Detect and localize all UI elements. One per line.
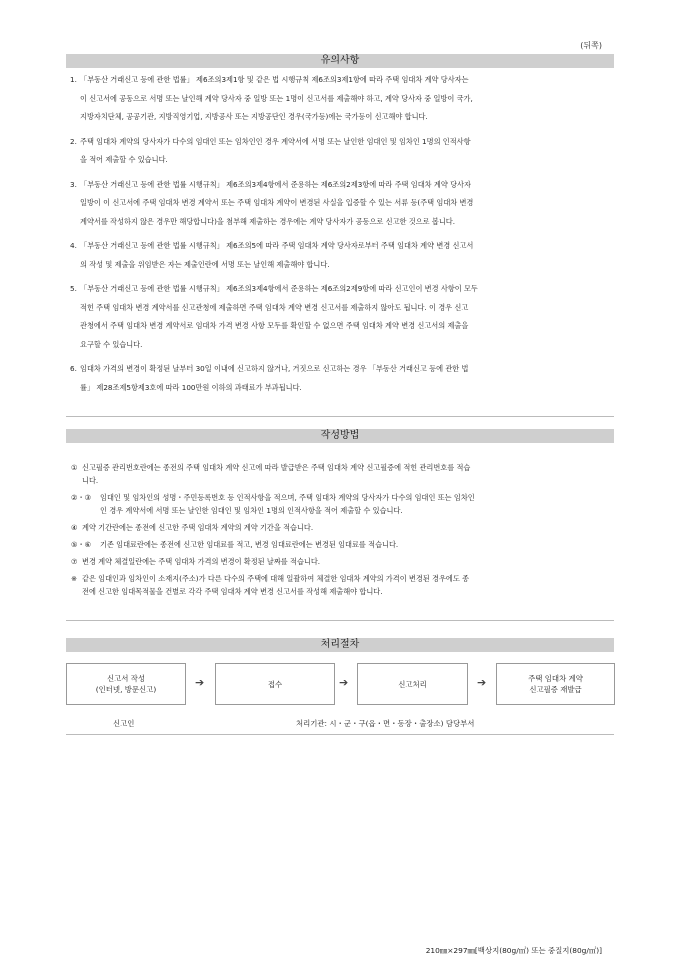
method-item-4 xyxy=(66,538,614,551)
note-line: 을 적어 제출할 수 있습니다. xyxy=(80,155,168,164)
note-item-5 xyxy=(66,280,614,354)
note-item-4 xyxy=(66,237,614,274)
note-number: 1. xyxy=(70,75,77,84)
step-sublabel: 신고필증 재발급 xyxy=(529,685,582,694)
note-line: 「부동산 거래신고 등에 관한 법률 시행규칙」 제6조의3제4항에서 준용하는 제6조의2제3항에 따라 주택 임대차 계약 당사자 xyxy=(80,179,471,189)
note-line: 요구할 수 있습니다. xyxy=(80,339,143,349)
procedure-flow xyxy=(66,663,614,705)
method-marker: ②・③ xyxy=(71,493,92,502)
method-marker: ※ xyxy=(71,574,78,583)
method-marker: ⑦ xyxy=(71,557,78,566)
note-item-3 xyxy=(66,176,614,232)
note-line: 률」 제28조제5항제3호에 따라 100만원 이하의 과태료가 부과됩니다. xyxy=(80,382,302,392)
method-item-6 xyxy=(66,572,614,598)
method-line: 니다. xyxy=(82,476,99,485)
step-box-receipt xyxy=(215,663,335,705)
note-number: 4. xyxy=(70,241,77,250)
note-item-6 xyxy=(66,360,614,397)
method-item-3 xyxy=(66,521,614,534)
note-number: 6. xyxy=(70,364,77,373)
step-label: 주택 임대차 계약 xyxy=(528,674,583,683)
method-line: 임대인 및 임차인의 성명・주민등록번호 등 인적사항을 적으며, 주택 임대차 계약의 당사자가 다수의 임대인 또는 임차인 xyxy=(100,493,475,502)
method-line: 전에 신고한 임대목적물을 건별로 각각 주택 임대차 계약 변경 신고서를 작성해 제출해야 합니다. xyxy=(82,587,383,596)
method-marker: ① xyxy=(71,463,78,472)
note-item-2 xyxy=(66,133,614,170)
method-marker: ⑤・⑥ xyxy=(71,540,92,549)
note-line: 임대차 가격의 변경이 확정된 날부터 30일 이내에 신고하지 않거나, 거짓으로 신고하는 경우 「부동산 거래신고 등에 관한 법 xyxy=(80,364,469,373)
method-title: 작성방법 xyxy=(66,429,614,443)
method-line: 계약 기간란에는 종전에 신고한 주택 임대차 계약의 계약 기간을 적습니다. xyxy=(82,523,314,532)
note-number: 3. xyxy=(70,179,77,189)
step-box-write xyxy=(66,663,186,705)
method-line: 인 경우 계약서에 서명 또는 날인한 임대인 및 임차인 1명의 인적사항을 적어 제출할 수 있습니다. xyxy=(100,506,403,515)
note-line: 계약서를 작성하지 않은 경우만 해당합니다)을 첨부해 제출하는 경우에는 계약 당사자가 공동으로 신고한 것으로 봅니다. xyxy=(80,216,456,226)
note-line: 의 작성 및 제출을 위임받은 자는 제출인란에 서명 또는 날인해 제출해야 합니다. xyxy=(80,259,330,269)
declarant-label: 신고인 xyxy=(113,719,135,728)
divider xyxy=(66,620,614,621)
step-label: 신고서 작성 xyxy=(106,674,146,683)
step-label: 신고처리 xyxy=(398,679,427,689)
note-line: 관청에서 주택 임대차 변경 계약서로 임대차 가격 변경 사항 모두를 확인할 수 없으면 주택 임대차 계약 변경 신고서의 제출을 xyxy=(80,321,469,330)
step-box-process xyxy=(357,663,468,705)
method-line: 기존 임대료란에는 종전에 신고한 임대료를 적고, 변경 임대료란에는 변경된 임대료를 적습니다. xyxy=(100,540,399,549)
note-line: 지방자치단체, 공공기관, 지방직영기업, 지방공사 또는 지방공단인 경우(국가등)에는 국가등이 신고해야 합니다. xyxy=(80,112,428,121)
procedure-title: 처리절차 xyxy=(66,638,614,652)
note-line: 「부동산 거래신고 등에 관한 법률 시행규칙」 제6조의3제4항에서 준용하는 제6조의2제9항에 따라 신고인이 변경 사항이 모두 xyxy=(80,284,478,293)
page-side-label: (뒤쪽) xyxy=(580,41,602,50)
step-sublabel: (인터넷, 방문신고) xyxy=(95,685,157,694)
arrow-right-icon: ➔ xyxy=(195,676,205,689)
note-line: 일방이 이 신고서에 주택 임대차 변경 계약서 또는 주택 임대차 계약이 변경된 사실을 입증할 수 있는 서류 등(주택 임대차 변경 xyxy=(80,198,474,207)
divider xyxy=(66,416,614,417)
step-label: 접수 xyxy=(267,679,283,689)
note-line: 이 신고서에 공동으로 서명 또는 날인해 계약 당사자 중 일방 또는 1명이 신고서를 제출해야 하고, 계약 당사자 중 일방이 국가, xyxy=(80,93,473,103)
note-item-1 xyxy=(66,71,614,127)
notes-title: 유의사항 xyxy=(66,54,614,68)
method-line: 신고필증 관리번호란에는 종전의 주택 임대차 계약 신고에 따라 발급받은 주택 임대차 계약 신고필증에 적힌 관리번호를 적습 xyxy=(82,463,471,472)
method-line: 같은 임대인과 임차인이 소재지(주소)가 다른 다수의 주택에 대해 일괄하여 체결한 임대차 계약의 가격이 변경된 경우에도 종 xyxy=(82,574,470,583)
method-line: 변경 계약 체결일란에는 주택 임대차 가격의 변경이 확정된 날짜를 적습니다. xyxy=(82,557,321,566)
method-item-1 xyxy=(66,461,614,487)
arrow-right-icon: ➔ xyxy=(339,676,349,689)
agency-label: 처리기관: 시・군・구(읍・면・동장・출장소) 담당부서 xyxy=(296,719,475,728)
note-line: 주택 임대차 계약의 당사자가 다수의 임대인 또는 임차인인 경우 계약서에 서명 또는 날인한 임대인 및 임차인 1명의 인적사항 xyxy=(80,136,471,146)
method-item-5 xyxy=(66,555,614,568)
method-list xyxy=(66,461,614,602)
arrow-right-icon: ➔ xyxy=(477,676,487,689)
step-box-reissue xyxy=(496,663,615,705)
paper-spec: 210㎜×297㎜[백상지(80g/㎡) 또는 중질지(80g/㎡)] xyxy=(425,946,602,955)
note-line: 「부동산 거래신고 등에 관한 법률 시행규칙」 제6조의5에 따라 주택 임대차 계약 당사자로부터 주택 임대차 계약 변경 신고서 xyxy=(80,241,474,250)
notes-list xyxy=(66,71,614,397)
note-line: 적힌 주택 임대차 변경 계약서를 신고관청에 제출하면 주택 임대차 계약 변경 신고서를 제출하지 않아도 됩니다. 이 경우 신고 xyxy=(80,302,469,312)
note-number: 2. xyxy=(70,136,77,146)
method-marker: ④ xyxy=(71,523,78,532)
note-line: 「부동산 거래신고 등에 관한 법률」 제6조의3제1항 및 같은 법 시행규칙 제6조의3제1항에 따라 주택 임대차 계약 당사자는 xyxy=(80,75,469,84)
note-number: 5. xyxy=(70,284,77,293)
method-item-2 xyxy=(66,491,614,517)
divider xyxy=(66,734,614,735)
